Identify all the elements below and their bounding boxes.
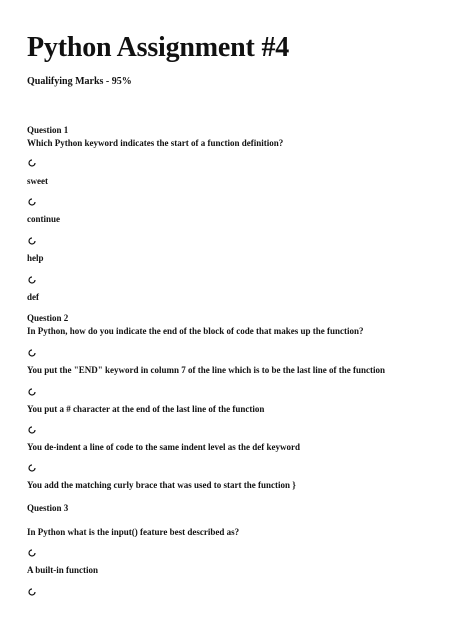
radio-button-icon[interactable] bbox=[28, 388, 36, 396]
question-1-option-4: def bbox=[27, 292, 39, 302]
page-subtitle: Qualifying Marks - 95% bbox=[27, 76, 132, 87]
question-2-option-2: You put a # character at the end of the last line of the function bbox=[27, 404, 265, 414]
radio-button-icon[interactable] bbox=[28, 549, 36, 557]
question-2-option-3: You de-indent a line of code to the same indent level as the def keyword bbox=[27, 442, 300, 452]
radio-button-icon[interactable] bbox=[28, 237, 36, 245]
question-3-text: In Python what is the input() feature best described as? bbox=[27, 527, 240, 537]
question-2-label: Question 2 bbox=[27, 313, 69, 323]
radio-button-icon[interactable] bbox=[28, 426, 36, 434]
radio-button-icon[interactable] bbox=[28, 349, 36, 357]
question-2-option-4: You add the matching curly brace that was used to start the function } bbox=[27, 480, 296, 490]
radio-button-icon[interactable] bbox=[28, 464, 36, 472]
question-1-option-2: continue bbox=[27, 214, 61, 224]
question-1-option-1: sweet bbox=[27, 176, 48, 186]
question-1-label: Question 1 bbox=[27, 125, 69, 135]
question-2-option-1: You put the "END" keyword in column 7 of the line which is to be the last line of the function bbox=[27, 365, 386, 375]
question-3-option-1: A built-in function bbox=[27, 565, 99, 575]
radio-button-icon[interactable] bbox=[28, 159, 36, 167]
question-1-option-3: help bbox=[27, 253, 44, 263]
question-2-text: In Python, how do you indicate the end of the block of code that makes up the function? bbox=[27, 326, 364, 336]
radio-button-icon[interactable] bbox=[28, 276, 36, 284]
radio-button-icon[interactable] bbox=[28, 588, 36, 596]
page-title: Python Assignment #4 bbox=[27, 32, 290, 63]
question-1-text: Which Python keyword indicates the start of a function definition? bbox=[27, 138, 284, 148]
radio-button-icon[interactable] bbox=[28, 198, 36, 206]
question-3-label: Question 3 bbox=[27, 503, 69, 513]
